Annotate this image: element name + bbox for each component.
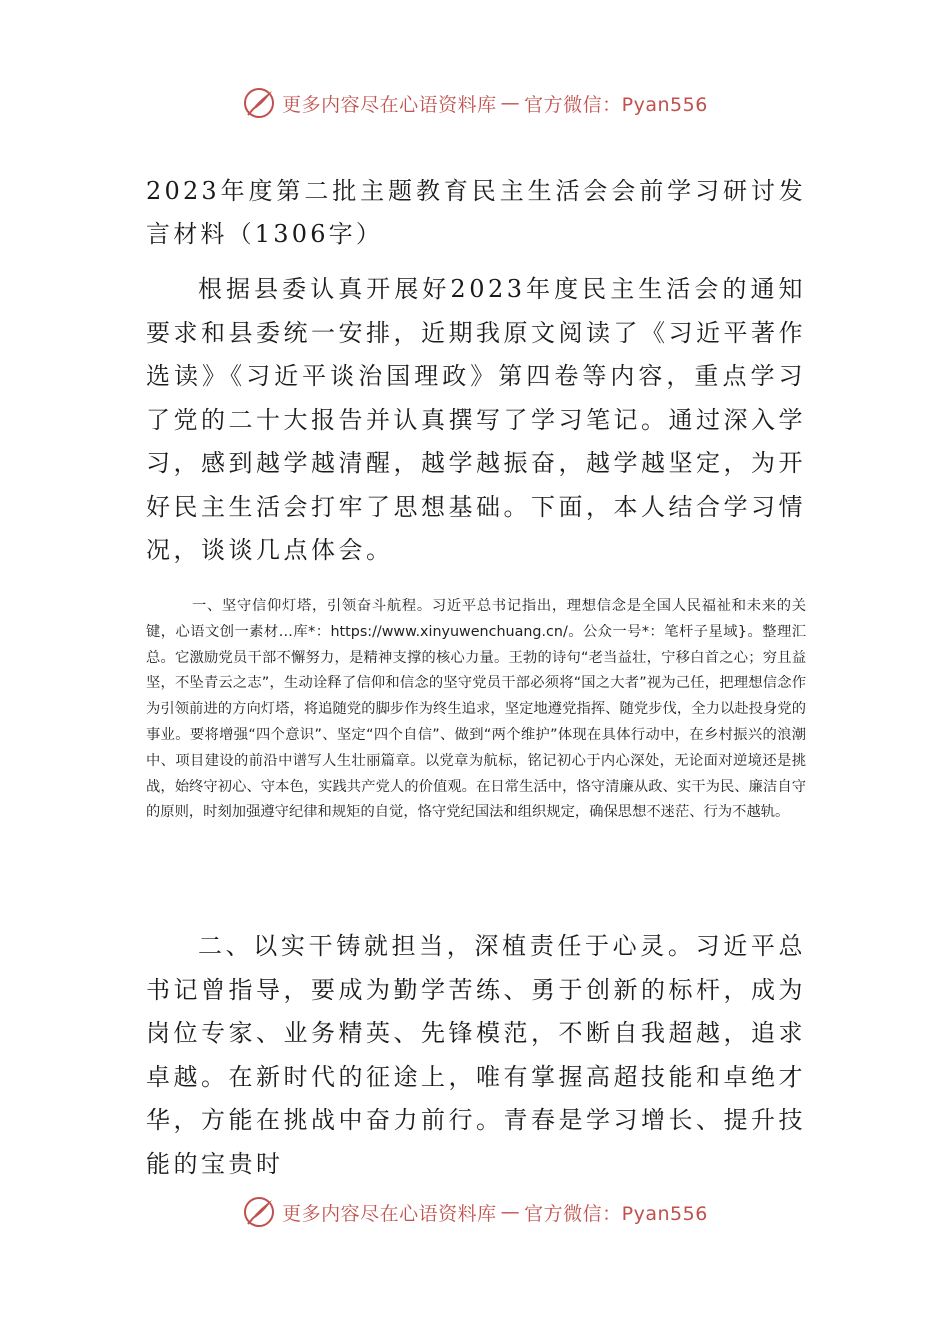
header-banner [0,83,950,123]
intro-paragraph: 根据县委认真开展好2023年度民主生活会的通知要求和县委统一安排，近期我原文阅读了《习近平著作选读》《习近平谈治国理政》第四卷等内容，重点学习了党的二十大报告并认真撰写了学习笔记。通过深入学习，感到越学越清醒，越学越振奋，越学越坚定，为开好民主生活会打牢了思想基础。下面，本人结合学习情况，谈谈几点体会。 [146,275,806,564]
section-two-paragraph: 二、以实干铸就担当，深植责任于心灵。习近平总书记曾指导，要成为勤学苦练、勇于创新的标杆，成为岗位专家、业务精英、先锋模范，不断自我超越，追求卓越。在新时代的征途上，唯有掌握高超技能和卓绝才华，方能在挑战中奋力前行。青春是学习增长、提升技能的宝贵时 [146,932,806,1178]
section-one-paragraph: 一、坚守信仰灯塔，引领奋斗航程。习近平总书记指出，理想信念是全国人民福祉和未来的关键，心语文创一素材…库*：https://www.xinyuwenchuang.cn/。公众一号*：笔杆子星域}。整理汇总。它激励党员干部不懈努力，是精神支撑的核心力量。王勃的诗句“老当益壮，宁移白首之心；穷且益坚，不坠青云之志”，生动诠释了信仰和信念的坚守党员干部必须将“国之大者”视为己任，把理想信念作为引领前进的方向灯塔，将追随党的脚步作为终生追求，坚定地遵党指挥、随党步伐，全力以赴投身党的事业。要将增强“四个意识”、坚定“四个自信”、做到“两个维护”体现在具体行动中，在乡村振兴的浪潮中、项目建设的前沿中谱写人生壮丽篇章。以党章为航标，铭记初心于内心深处，无论面对逆境还是挑战，始终守初心、守本色，实践共产党人的价值观。在日常生活中，恪守清廉从政、实干为民、廉洁自守的原则，时刻加强遵守纪律和规矩的自觉，恪守党纪国法和组织规定，确保思想不迷茫、行为不越轨。 [146,598,806,821]
quill-logo-icon [242,86,276,120]
banner-separator: — [500,92,521,114]
banner-contact-text: 官方微信：Pyan556 [524,1202,708,1225]
quill-logo-icon [242,1195,276,1229]
banner-main-text: 更多内容尽在心语资料库 [282,93,497,116]
banner-contact-text: 官方微信：Pyan556 [524,93,708,116]
document-title: 2023年度第二批主题教育民主生活会会前学习研讨发言材料（1306字） [146,177,806,248]
banner-main-text: 更多内容尽在心语资料库 [282,1202,497,1225]
footer-banner [0,1192,950,1232]
banner-separator: — [500,1201,521,1223]
